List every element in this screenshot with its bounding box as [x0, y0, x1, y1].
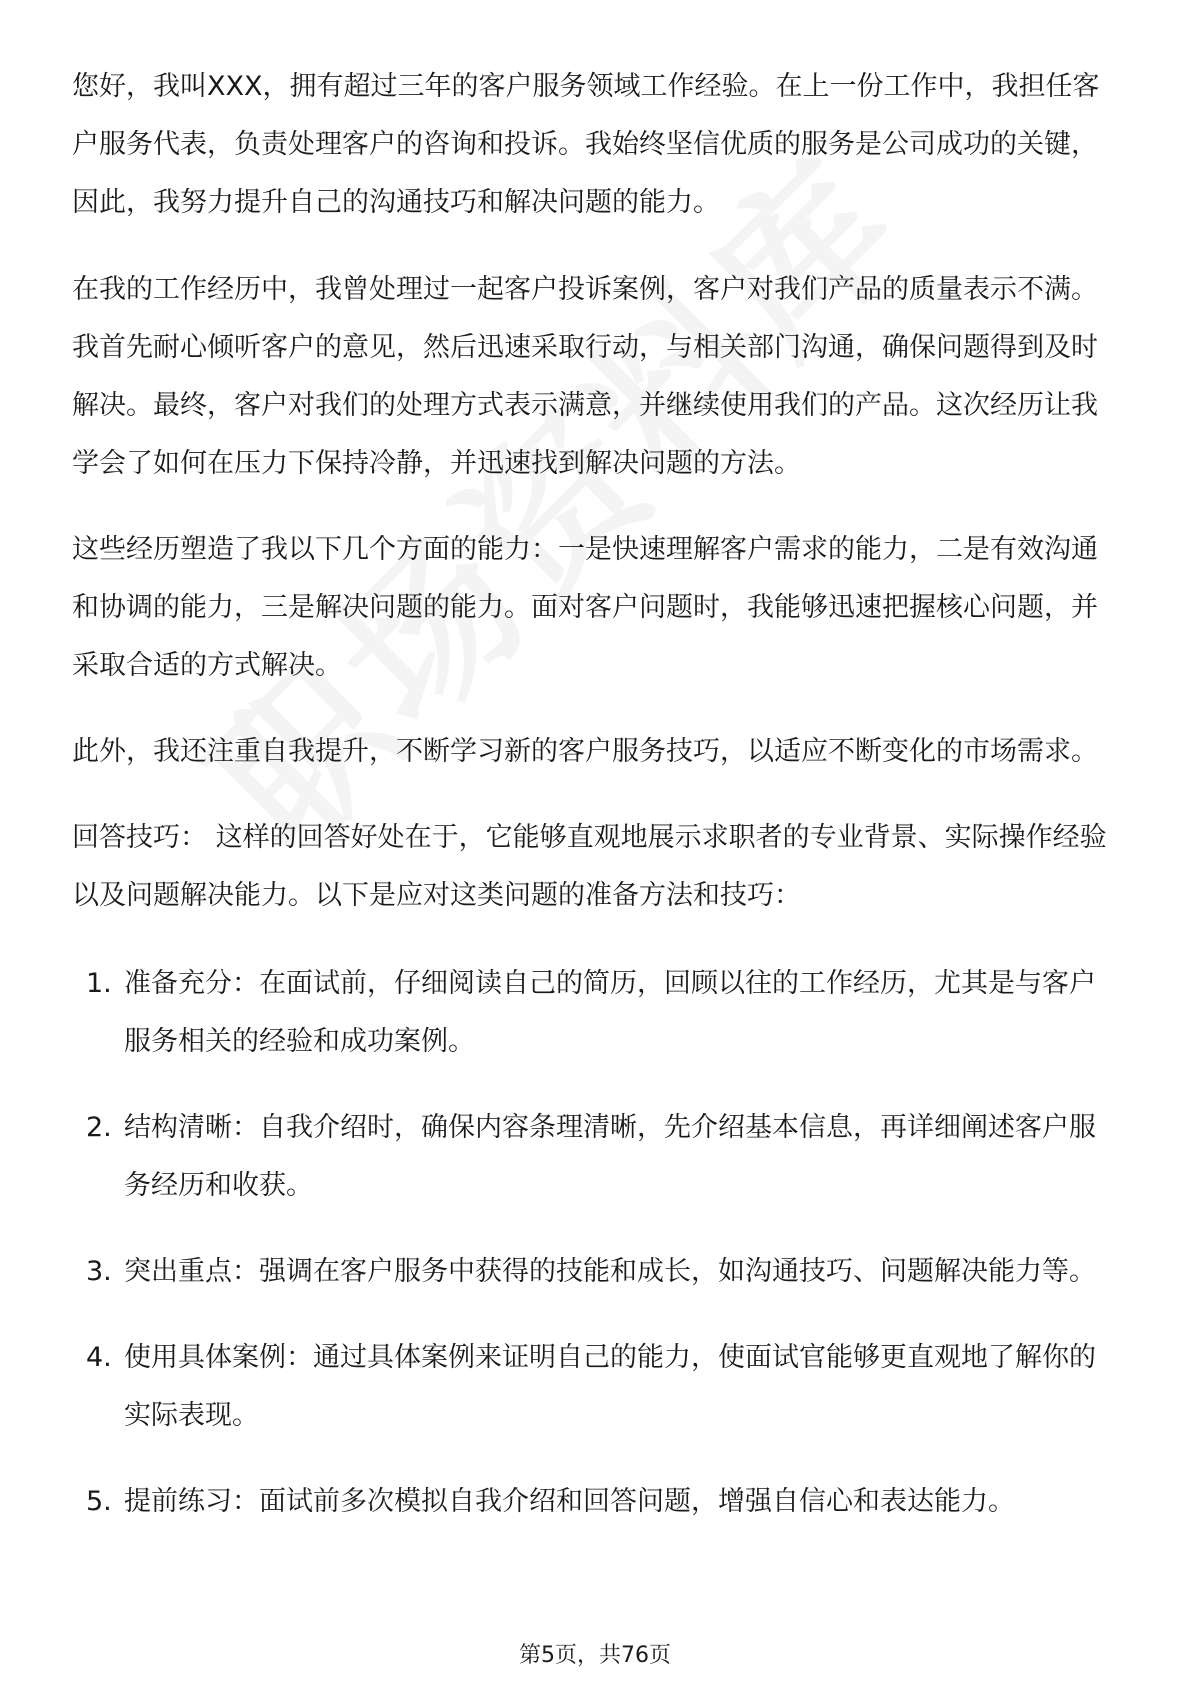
list-item: [72, 1473, 1122, 1531]
list-item-number: 3.: [86, 1256, 112, 1287]
list-item-text: 准备充分：在面试前，仔细阅读自己的简历，回顾以往的工作经历，尤其是与客户服务相关的经验和成功案例。: [124, 968, 1096, 1057]
list-item-text: 结构清晰：自我介绍时，确保内容条理清晰，先介绍基本信息，再详细阐述客户服务经历和收获。: [124, 1112, 1096, 1201]
list-item-number: 1.: [86, 968, 112, 999]
tips-list: [72, 955, 1122, 1531]
paragraph-introduction: 您好，我叫XXX，拥有超过三年的客户服务领域工作经验。在上一份工作中，我担任客户服务代表，负责处理客户的咨询和投诉。我始终坚信优质的服务是公司成功的关键，因此，我努力提升自己的沟通技巧和解决问题的能力。: [72, 71, 1100, 218]
paragraph-self-improvement: 此外，我还注重自我提升，不断学习新的客户服务技巧，以适应不断变化的市场需求。: [72, 736, 1098, 767]
paragraph-experience-case: 在我的工作经历中，我曾处理过一起客户投诉案例，客户对我们产品的质量表示不满。我首先耐心倾听客户的意见，然后迅速采取行动，与相关部门沟通，确保问题得到及时解决。最终，客户对我们的处理方式表示满意，并继续使用我们的产品。这次经历让我学会了如何在压力下保持冷静，并迅速找到解决问题的方法。: [72, 274, 1098, 479]
list-item: [72, 1243, 1122, 1301]
list-item-number: 5.: [86, 1486, 112, 1517]
document-body: [72, 58, 1122, 1559]
paragraph-answer-tips: 回答技巧： 这样的回答好处在于，它能够直观地展示求职者的专业背景、实际操作经验以及问题解决能力。以下是应对这类问题的准备方法和技巧：: [72, 822, 1107, 911]
page-number: 第5页，共76页: [519, 1643, 671, 1668]
list-item-text: 突出重点：强调在客户服务中获得的技能和成长，如沟通技巧、问题解决能力等。: [124, 1256, 1096, 1287]
list-item: [72, 1329, 1122, 1445]
list-item-number: 2.: [86, 1112, 112, 1143]
list-item: [72, 1099, 1122, 1215]
list-item-text: 提前练习：面试前多次模拟自我介绍和回答问题，增强自信心和表达能力。: [124, 1486, 1015, 1517]
paragraph-abilities: 这些经历塑造了我以下几个方面的能力：一是快速理解客户需求的能力，二是有效沟通和协调的能力，三是解决问题的能力。面对客户问题时，我能够迅速把握核心问题，并采取合适的方式解决。: [72, 534, 1098, 681]
list-item-number: 4.: [86, 1342, 112, 1373]
list-item-text: 使用具体案例：通过具体案例来证明自己的能力，使面试官能够更直观地了解你的实际表现。: [124, 1342, 1096, 1431]
list-item: [72, 955, 1122, 1071]
